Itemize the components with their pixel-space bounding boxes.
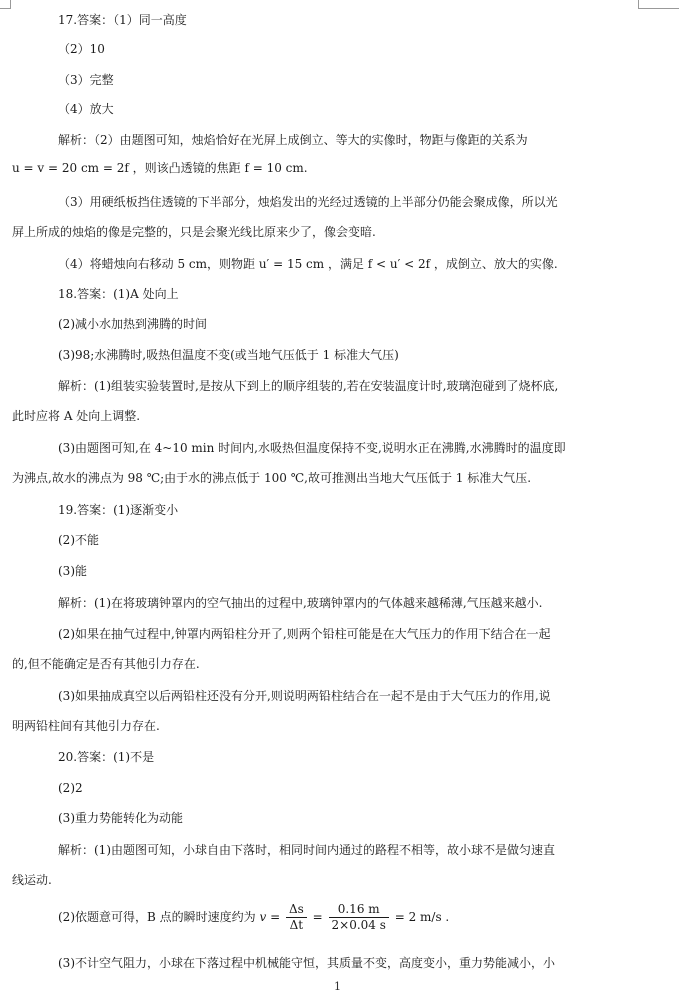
- q17-answer-3: （3）完整: [58, 73, 114, 87]
- delta-fraction: [286, 902, 307, 933]
- q20-answer-2: (2)2: [58, 781, 83, 795]
- delta-s: Δs: [286, 902, 307, 918]
- q20-answer: 20.答案：(1)不是: [58, 750, 155, 764]
- q17-analysis-3: （4）将蜡烛向右移动 5 cm，则物距 u′ = 15 cm ，满足 f < u′ < 2f ，成倒立、放大的实像.: [58, 257, 558, 271]
- q19-answer-2: (2)不能: [58, 533, 99, 547]
- q17-answer-2: （2）10: [58, 42, 105, 56]
- q20-analysis-2-prefix: (2)依题意可得，B 点的瞬时速度约为: [58, 910, 256, 924]
- page-number: 1: [334, 980, 341, 993]
- q18-analysis-2b: 为沸点,故水的沸点为 98 ℃;由于水的沸点低于 100 ℃,故可推测出当地大气压低于 1 标准大气压.: [12, 471, 532, 485]
- q17-answer-4: （4）放大: [58, 102, 114, 116]
- q18-answer: 18.答案：(1)A 处向上: [58, 287, 179, 301]
- page-corner-mark-right: [638, 0, 679, 9]
- equals-sign: =: [312, 910, 323, 924]
- q19-answer: 19.答案：(1)逐渐变小: [58, 503, 179, 517]
- delta-t: Δt: [289, 918, 304, 932]
- q20-answer-3: (3)重力势能转化为动能: [58, 811, 183, 825]
- q20-analysis-1: 解析：(1)由题图可知，小球自由下落时，相同时间内通过的路程不相等，故小球不是做匀速直: [58, 843, 556, 857]
- q20-analysis-2: [58, 902, 449, 933]
- q19-analysis-3b: 明两铅柱间有其他引力存在.: [12, 719, 160, 733]
- q18-analysis-2: (3)由题图可知,在 4~10 min 时间内,水吸热但温度保持不变,说明水正在沸腾,水沸腾时的温度即: [58, 441, 566, 455]
- time-value: 2×0.04 s: [331, 918, 386, 932]
- q17-analysis-1b: u = v = 20 cm = 2f ，则该凸透镜的焦距 f = 10 cm.: [12, 161, 308, 175]
- q17-answer: 17.答案：（1）同一高度: [58, 13, 187, 27]
- q19-answer-3: (3)能: [58, 564, 87, 578]
- page-corner-mark-left: [0, 0, 11, 9]
- q20-analysis-1b: 线运动.: [12, 873, 52, 887]
- q19-analysis-1: 解析：(1)在将玻璃钟罩内的空气抽出的过程中,玻璃钟罩内的气体越来越稀薄,气压越来越小.: [58, 596, 543, 610]
- q19-analysis-3: (3)如果抽成真空以后两铅柱还没有分开,则说明两铅柱结合在一起不是由于大气压力的作用,说: [58, 689, 551, 703]
- q18-analysis-1: 解析：(1)组装实验装置时,是按从下到上的顺序组装的,若在安装温度计时,玻璃泡碰到了烧杯底,: [58, 379, 559, 393]
- q20-analysis-3: (3)不计空气阻力，小球在下落过程中机械能守恒，其质量不变，高度变小，重力势能减小，小: [58, 956, 556, 970]
- q19-analysis-2b: 的,但不能确定是否有其他引力存在.: [12, 657, 200, 671]
- q18-analysis-1b: 此时应将 A 处向上调整.: [12, 409, 141, 423]
- q17-analysis-2b: 屏上所成的烛焰的像是完整的，只是会聚光线比原来少了，像会变暗.: [12, 225, 376, 239]
- velocity-result: = 2 m/s .: [394, 910, 450, 924]
- q19-analysis-2: (2)如果在抽气过程中,钟罩内两铅柱分开了,则两个铅柱可能是在大气压力的作用下结合在一起: [58, 627, 551, 641]
- q17-analysis-2: （3）用硬纸板挡住透镜的下半部分，烛焰发出的光经过透镜的上半部分仍能会聚成像，所以光: [58, 195, 558, 209]
- velocity-symbol: v =: [259, 910, 281, 924]
- q17-analysis-1: 解析：（2）由题图可知，烛焰恰好在光屏上成倒立、等大的实像时，物距与像距的关系为: [58, 133, 528, 147]
- distance-value: 0.16 m: [329, 902, 389, 918]
- value-fraction: [329, 902, 389, 933]
- q18-answer-2: (2)减小水加热到沸腾的时间: [58, 317, 207, 331]
- q18-answer-3: (3)98;水沸腾时,吸热但温度不变(或当地气压低于 1 标准大气压): [58, 348, 399, 362]
